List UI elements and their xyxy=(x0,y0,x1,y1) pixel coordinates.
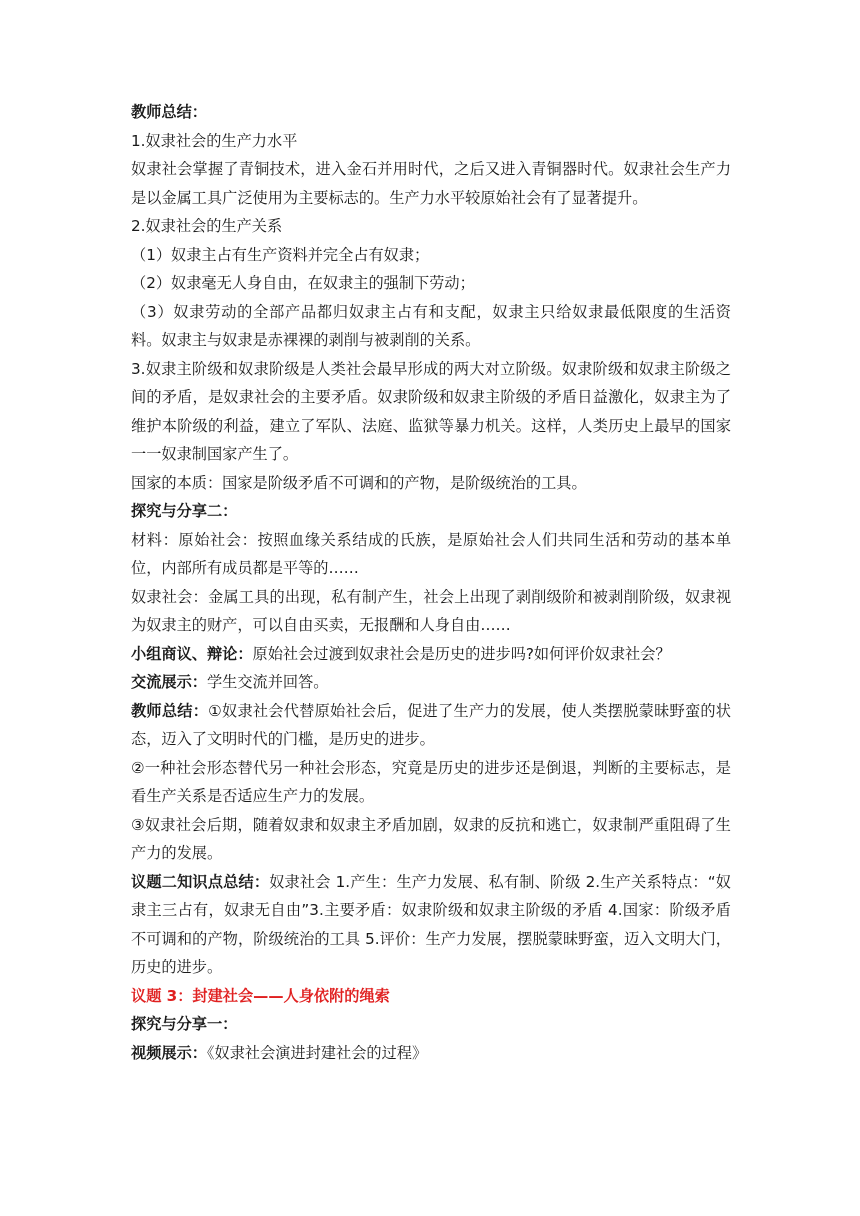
paragraph xyxy=(131,269,731,298)
paragraph-text: 奴隶社会掌握了青铜技术，进入金石并用时代，之后又进入青铜器时代。奴隶社会生产力是以金属工具广泛使用为主要标志的。生产力水平较原始社会有了显著提升。 xyxy=(131,160,731,207)
paragraph-text: （1）奴隶主占有生产资料并完全占有奴隶； xyxy=(131,245,430,264)
paragraph-label: 议题二知识点总结： xyxy=(131,872,270,891)
paragraph-label: 探究与分享一： xyxy=(131,1015,238,1033)
paragraph-text: ③奴隶社会后期，随着奴隶和奴隶主矛盾加剧，奴隶的反抗和逃亡，奴隶制严重阻碍了生产力的发展。 xyxy=(131,815,731,862)
section-heading-text: 议题 3：封建社会——人身依附的绳索 xyxy=(131,986,390,1005)
paragraph-text: 国家的本质：国家是阶级矛盾不可调和的产物，是阶级统治的工具。 xyxy=(131,473,587,492)
paragraph xyxy=(131,526,731,583)
paragraph-text: ②一种社会形态替代另一种社会形态，究竟是历史的进步还是倒退，判断的主要标志，是看生产关系是否适应生产力的发展。 xyxy=(131,758,731,805)
paragraph-label: 教师总结： xyxy=(131,701,209,720)
paragraph xyxy=(131,1010,731,1039)
paragraph-text: 奴隶社会 1.产生：生产力发展、私有制、阶级 2.生产关系特点：“奴隶主三占有，奴隶无自由”3.主要矛盾：奴隶阶级和奴隶主阶级的矛盾 4.国家：阶级矛盾不可调和的产物，阶级统治的工具 5.评价：生产力发展，摆脱蒙昧野蛮，迈入文明大门，历史的进步。 xyxy=(131,872,731,976)
paragraph xyxy=(131,241,731,270)
paragraph xyxy=(131,754,731,811)
paragraph-text: （2）奴隶毫无人身自由，在奴隶主的强制下劳动； xyxy=(131,274,475,292)
paragraph xyxy=(131,469,731,498)
paragraph-label: 视频展示： xyxy=(131,1043,207,1062)
paragraph xyxy=(131,640,731,669)
paragraph xyxy=(131,1039,731,1068)
paragraph-text: ①奴隶社会代替原始社会后，促进了生产力的发展，使人类摆脱蒙昧野蛮的状态，迈入了文明时代的门槛，是历史的进步。 xyxy=(131,701,731,748)
paragraph-label: 教师总结： xyxy=(131,103,207,121)
paragraph xyxy=(131,697,731,754)
paragraph-text: 1.奴隶社会的生产力水平 xyxy=(131,131,298,150)
document-body xyxy=(131,98,731,1067)
paragraph-text: 2.奴隶社会的生产关系 xyxy=(131,217,283,235)
paragraph xyxy=(131,212,731,241)
paragraph-text: 学生交流并回答。 xyxy=(206,673,329,691)
paragraph-text: 材料：原始社会：按照血缘关系结成的氏族，是原始社会人们共同生活和劳动的基本单位，内部所有成员都是平等的…… xyxy=(131,530,731,577)
section-heading xyxy=(131,982,731,1011)
paragraph-label: 交流展示： xyxy=(131,673,207,691)
paragraph xyxy=(131,868,731,982)
paragraph-text: 原始社会过渡到奴隶社会是历史的进步吗?如何评价奴隶社会？ xyxy=(252,644,671,663)
paragraph xyxy=(131,355,731,469)
paragraph-text: （3）奴隶劳动的全部产品都归奴隶主占有和支配，奴隶主只给奴隶最低限度的生活资料。奴隶主与奴隶是赤裸裸的剥削与被剥削的关系。 xyxy=(131,302,731,349)
paragraph-label: 小组商议、辩论： xyxy=(131,644,253,663)
paragraph-label: 探究与分享二： xyxy=(131,502,238,520)
paragraph xyxy=(131,811,731,868)
paragraph-text: 《奴隶社会演进封建社会的过程》 xyxy=(206,1043,428,1062)
paragraph xyxy=(131,668,731,697)
paragraph xyxy=(131,155,731,212)
paragraph-text: 3.奴隶主阶级和奴隶阶级是人类社会最早形成的两大对立阶级。奴隶阶级和奴隶主阶级之间的矛盾，是奴隶社会的主要矛盾。奴隶阶级和奴隶主阶级的矛盾日益激化，奴隶主为了维护本阶级的利益，建立了军队、法庭、监狱等暴力机关。这样，人类历史上最早的国家一一奴隶制国家产生了。 xyxy=(131,359,731,463)
paragraph xyxy=(131,583,731,640)
paragraph xyxy=(131,127,731,156)
paragraph xyxy=(131,298,731,355)
paragraph-text: 奴隶社会：金属工具的出现，私有制产生，社会上出现了剥削级阶和被剥削阶级，奴隶视为奴隶主的财产，可以自由买卖，无报酬和人身自由…… xyxy=(131,587,731,634)
paragraph xyxy=(131,98,731,127)
paragraph xyxy=(131,497,731,526)
